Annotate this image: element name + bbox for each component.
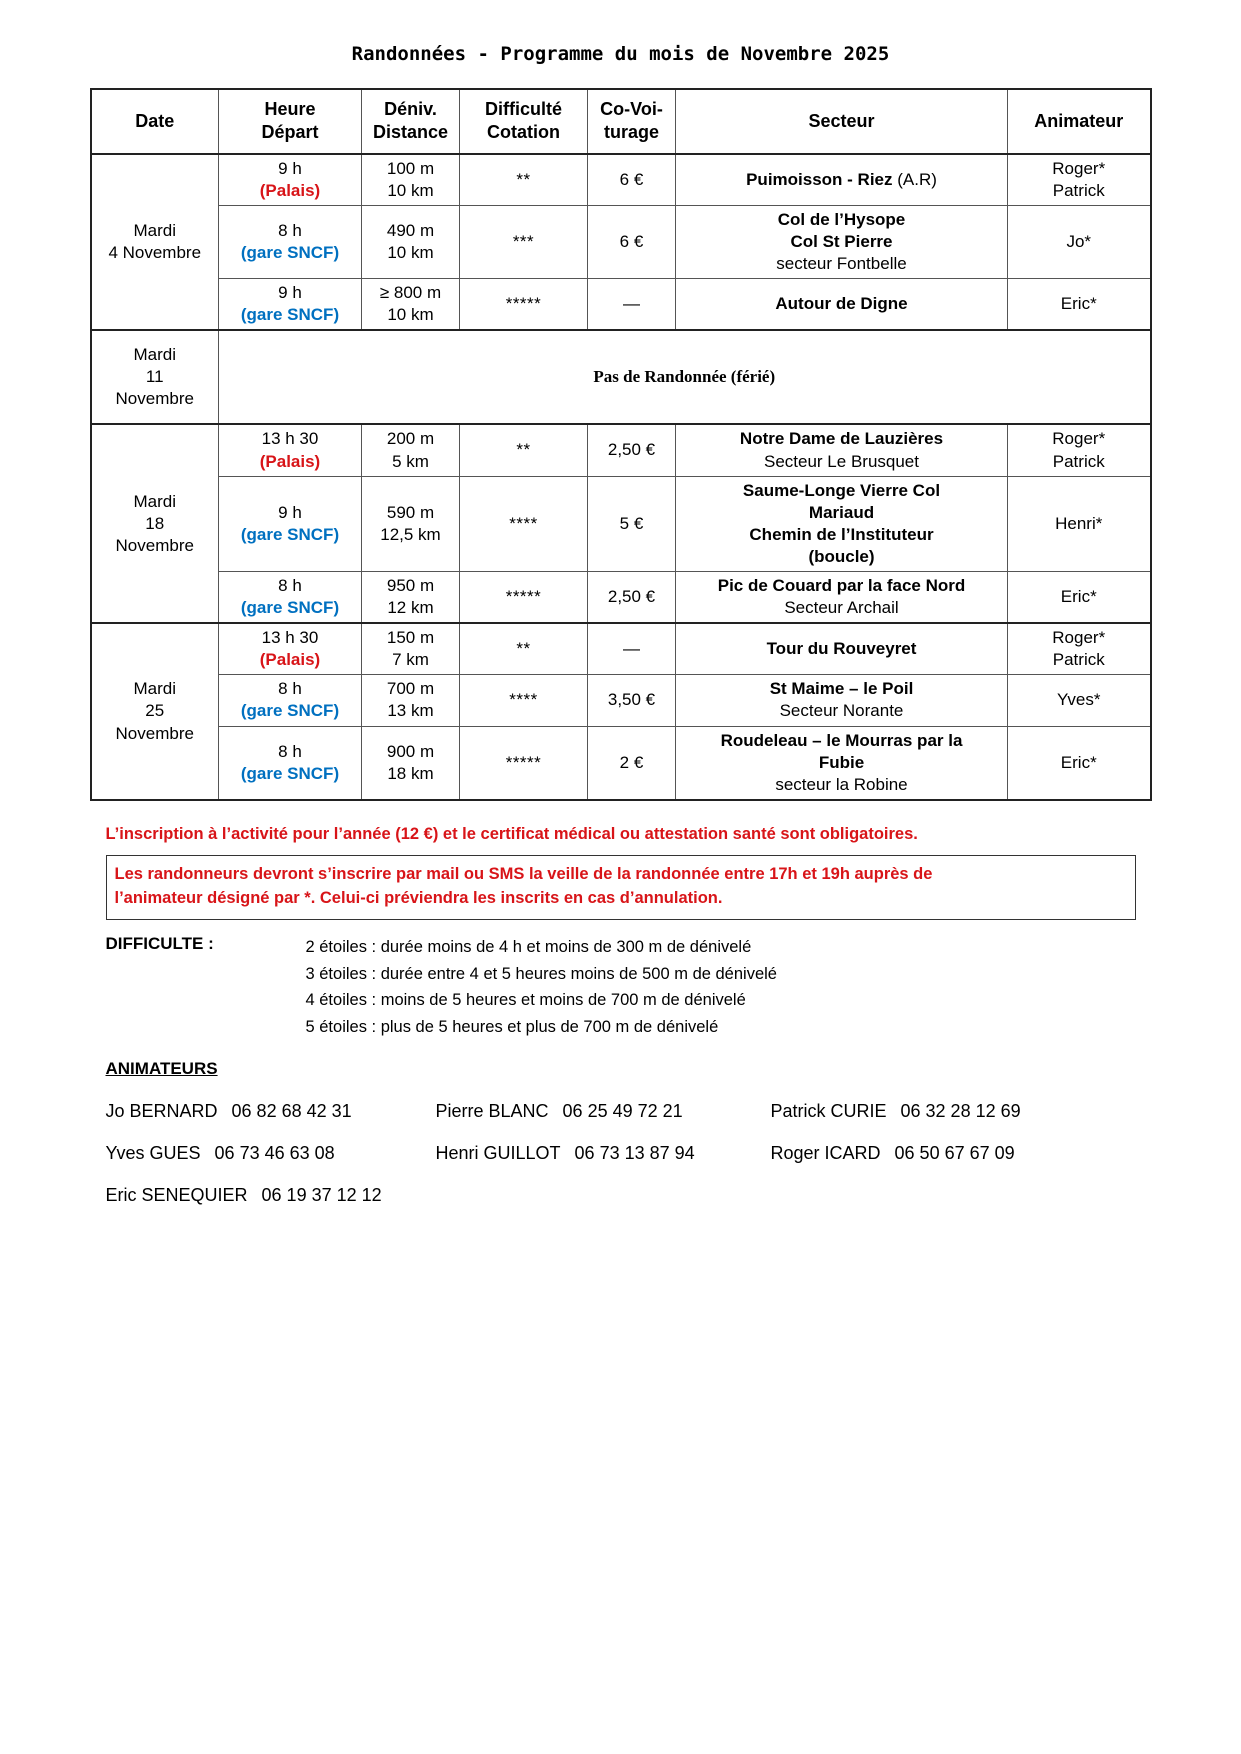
depart-location: (gare SNCF) [240,305,340,325]
table-row [91,623,1151,675]
table-row [91,205,1151,278]
distance-value: 5 km [392,451,429,471]
header-covoiturage-line2: turage [603,122,659,143]
animateur-contact-row [106,1101,1136,1122]
secteur-main-line [680,546,1003,568]
depart-location: (gare SNCF) [240,598,340,618]
depart-time: 8 h [278,679,302,699]
depart-cell [219,424,362,476]
animateur-contact [771,1143,1111,1164]
table-row [91,154,1151,206]
header-heure-depart [219,89,362,154]
animateur-contact-name: Eric SENEQUIER [105,1184,248,1205]
secteur-main-line [680,638,1003,660]
distance-value: 10 km [387,305,434,325]
secteur-main-line [680,678,1003,700]
difficulte-cell: **** [460,476,588,571]
animateur-name: Henri* [1055,513,1103,533]
secteur-cell [676,424,1008,476]
header-covoiturage [588,89,676,154]
difficulte-section [106,934,1136,1041]
secteur-main-line [680,293,1003,315]
animateur-cell [1008,623,1151,675]
secteur-name: Roudeleau – le Mourras par la [720,730,963,750]
animateur-contact-name: Jo BERNARD [105,1100,218,1121]
table-header-row [91,89,1151,154]
table-row [91,726,1151,800]
animateur-name-secondary: Patrick [1052,451,1105,471]
denivele-distance-cell [362,154,460,206]
secteur-cell [676,205,1008,278]
denivele-value: ≥ 800 m [379,283,442,303]
denivele-distance-cell [362,424,460,476]
date-line: Mardi [133,345,176,365]
secteur-sub: secteur Fontbelle [776,254,907,274]
depart-location: (Palais) [259,650,321,670]
depart-location: (gare SNCF) [240,701,340,721]
depart-time: 8 h [278,741,302,761]
secteur-name: Fubie [818,752,865,772]
distance-value: 7 km [392,650,429,670]
animateur-contact-phone: 06 25 49 72 21 [562,1100,683,1121]
difficulte-cell: **** [460,675,588,726]
secteur-name: Mariaud [808,502,875,522]
covoiturage-cell: 2,50 € [588,572,676,624]
depart-cell [219,572,362,624]
animateur-contact-name: Henri GUILLOT [435,1142,561,1163]
secteur-main-line [680,524,1003,546]
difficulte-cell: *** [460,205,588,278]
date-line: 4 Novembre [108,243,202,263]
distance-value: 10 km [387,243,434,263]
animateur-cell [1008,572,1151,624]
depart-time: 9 h [278,283,302,303]
depart-time: 13 h 30 [261,429,319,449]
depart-time: 9 h [278,158,302,178]
animateur-cell [1008,154,1151,206]
secteur-cell [676,154,1008,206]
covoiturage-cell: — [588,623,676,675]
page-title: Randonnées - Programme du mois de Novembre 2025 [351,43,890,65]
table-row [91,330,1151,424]
animateur-name: Eric* [1060,587,1097,607]
difficulte-cell: ** [460,623,588,675]
depart-time: 13 h 30 [261,628,319,648]
animateur-name: Yves* [1057,690,1101,710]
date-line: Novembre [115,389,194,409]
header-difficulte-cotation [460,89,588,154]
header-heure-line1: Heure [264,99,316,119]
distance-value: 12 km [387,598,434,618]
no-hike-notice: Pas de Randonnée (férié) [219,330,1151,424]
animateur-cell [1008,726,1151,800]
date-cell [91,424,219,623]
denivele-value: 490 m [386,221,435,241]
animateur-contact-phone: 06 82 68 42 31 [231,1100,352,1121]
programme-table [90,88,1152,801]
date-line: 11 [145,367,164,387]
header-covoiturage-line1: Co-Voi- [600,99,663,119]
animateur-name: Roger* [1052,158,1106,178]
difficulte-cell: ***** [460,572,588,624]
secteur-name: Tour du Rouveyret [766,639,917,659]
difficulte-cell: ** [460,424,588,476]
header-difficulte-line1: Difficulté [484,99,562,119]
animateur-contact [106,1143,436,1164]
secteur-name: Autour de Digne [775,294,908,314]
table-row [91,279,1151,331]
secteur-main-line [680,752,1003,774]
denivele-distance-cell [362,726,460,800]
secteur-name: Col St Pierre [790,232,893,252]
denivele-value: 950 m [386,576,435,595]
animateur-name: Jo* [1066,232,1092,252]
date-line: Mardi [133,221,176,241]
depart-time: 9 h [278,502,302,522]
covoiturage-cell: 6 € [588,154,676,206]
secteur-name: Pic de Couard par la face Nord [717,576,966,595]
difficulte-line-2etoiles: 2 étoiles : durée moins de 4 h et moins de 300 m de dénivelé [305,937,752,956]
animateur-cell [1008,205,1151,278]
animateur-contact [771,1101,1111,1122]
animateur-contact-name: Roger ICARD [770,1142,881,1163]
covoiturage-cell: — [588,279,676,331]
notice-boxed [106,855,1136,920]
animateur-contact-name: Yves GUES [105,1142,201,1163]
difficulte-line-5etoiles: 5 étoiles : plus de 5 heures et plus de 700 m de dénivelé [305,1018,719,1037]
secteur-sub: Secteur Norante [779,701,904,721]
secteur-main-line [680,209,1003,231]
depart-cell [219,279,362,331]
secteur-main-line [680,730,1003,752]
secteur-cell [676,675,1008,726]
date-cell [91,330,219,424]
covoiturage-cell: 5 € [588,476,676,571]
date-line: Novembre [115,723,194,743]
secteur-suffix: (A.R) [892,169,937,189]
secteur-sub: Secteur Le Brusquet [764,451,919,471]
secteur-name: Col de l’Hysope [777,209,906,229]
animateur-contact [106,1185,436,1206]
secteur-sub: secteur la Robine [775,774,908,794]
difficulte-line-3etoiles: 3 étoiles : durée entre 4 et 5 heures moins de 500 m de dénivelé [305,964,777,983]
distance-value: 13 km [387,701,434,721]
notice-boxed-line2: l’animateur désigné par *. Celui-ci préviendra les inscrits en cas d’annulation. [114,889,723,908]
secteur-cell [676,476,1008,571]
denivele-value: 900 m [386,741,435,761]
depart-cell [219,476,362,571]
secteur-sub: Secteur Archail [784,598,899,618]
secteur-main-line [680,575,1003,597]
depart-location: (Palais) [259,180,321,200]
animateur-name: Eric* [1060,752,1097,772]
secteur-main-line [680,169,1003,191]
denivele-value: 590 m [386,502,435,522]
table-body [91,154,1151,800]
animateurs-grid [106,1101,1136,1206]
denivele-distance-cell [362,205,460,278]
depart-location: (gare SNCF) [240,763,340,783]
secteur-main-line [680,231,1003,253]
distance-value: 12,5 km [380,524,441,544]
secteur-name: Puimoisson - Riez [746,169,893,189]
header-deniv-distance [362,89,460,154]
animateur-contact-name: Patrick CURIE [770,1100,887,1121]
secteur-main-line [680,428,1003,450]
header-difficulte-line2: Cotation [487,122,560,143]
depart-cell [219,675,362,726]
covoiturage-cell: 2 € [588,726,676,800]
header-date: Date [91,89,219,154]
secteur-name: (boucle) [808,546,875,566]
secteur-cell [676,726,1008,800]
date-line: 18 [145,513,165,533]
difficulte-line-4etoiles: 4 étoiles : moins de 5 heures et moins de 700 m de dénivelé [305,991,746,1010]
difficulte-lines [306,934,777,1041]
denivele-distance-cell [362,572,460,624]
covoiturage-cell: 6 € [588,205,676,278]
denivele-distance-cell [362,675,460,726]
animateur-contact-phone: 06 73 13 87 94 [574,1142,695,1163]
animateur-contact-phone: 06 32 28 12 69 [900,1100,1021,1121]
header-secteur: Secteur [676,89,1008,154]
animateur-cell [1008,424,1151,476]
animateur-contact-name: Pierre BLANC [435,1100,549,1121]
animateur-contact-phone: 06 19 37 12 12 [261,1184,382,1205]
animateurs-title: ANIMATEURS [105,1058,218,1078]
difficulte-label: DIFFICULTE : [105,933,214,953]
depart-cell [219,623,362,675]
secteur-name: Notre Dame de Lauzières [739,429,944,449]
animateur-contact-row [106,1185,1136,1206]
distance-value: 10 km [387,180,434,200]
date-cell [91,154,219,331]
difficulte-cell: ***** [460,726,588,800]
denivele-distance-cell [362,476,460,571]
animateur-contact [436,1101,771,1122]
animateur-name-secondary: Patrick [1052,180,1105,200]
secteur-name: St Maime – le Poil [769,679,914,699]
denivele-value: 200 m [386,429,435,449]
animateur-cell [1008,675,1151,726]
header-animateur: Animateur [1008,89,1151,154]
animateur-contact [436,1143,771,1164]
header-heure-line2: Départ [261,122,319,143]
denivele-value: 100 m [386,158,435,178]
date-line: 25 [145,701,165,721]
covoiturage-cell: 3,50 € [588,675,676,726]
denivele-value: 700 m [386,679,435,699]
animateur-name: Eric* [1060,294,1097,314]
date-line: Mardi [133,679,176,699]
animateur-name-secondary: Patrick [1052,650,1105,670]
difficulte-cell: ***** [460,279,588,331]
denivele-distance-cell [362,623,460,675]
animateur-contact [106,1101,436,1122]
animateur-contact-phone: 06 50 67 67 09 [894,1142,1015,1163]
date-line: Novembre [115,535,194,555]
secteur-main-line [680,502,1003,524]
animateur-cell [1008,476,1151,571]
denivele-value: 150 m [386,628,435,648]
header-deniv-line2: Distance [372,122,449,143]
depart-time: 8 h [278,221,302,241]
animateur-name: Roger* [1052,429,1106,449]
secteur-cell [676,572,1008,624]
covoiturage-cell: 2,50 € [588,424,676,476]
depart-cell [219,154,362,206]
depart-time: 8 h [278,576,302,595]
table-row [91,572,1151,624]
header-deniv-line1: Déniv. [384,99,437,119]
animateur-contact-phone: 06 73 46 63 08 [214,1142,335,1163]
animateur-contact-row [106,1143,1136,1164]
denivele-distance-cell [362,279,460,331]
table-row [91,675,1151,726]
secteur-main-line [680,480,1003,502]
difficulte-cell: ** [460,154,588,206]
depart-cell [219,205,362,278]
depart-location: (Palais) [259,451,321,471]
secteur-name: Saume-Longe Vierre Col [742,480,941,500]
distance-value: 18 km [387,763,434,783]
animateur-cell [1008,279,1151,331]
depart-location: (gare SNCF) [240,524,340,544]
table-row [91,424,1151,476]
depart-location: (gare SNCF) [240,243,340,263]
animateur-name: Roger* [1052,628,1106,648]
notice-boxed-line1: Les randonneurs devront s’inscrire par mail ou SMS la veille de la randonnée entre 17h et 19h auprès de [114,865,933,884]
secteur-cell [676,279,1008,331]
notice-inscription: L’inscription à l’activité pour l’année (12 €) et le certificat médical ou attestation santé sont obligatoires. [105,824,918,843]
depart-cell [219,726,362,800]
secteur-name: Chemin de l’Instituteur [749,524,934,544]
table-row [91,476,1151,571]
date-cell [91,623,219,800]
date-line: Mardi [133,491,176,511]
secteur-cell [676,623,1008,675]
